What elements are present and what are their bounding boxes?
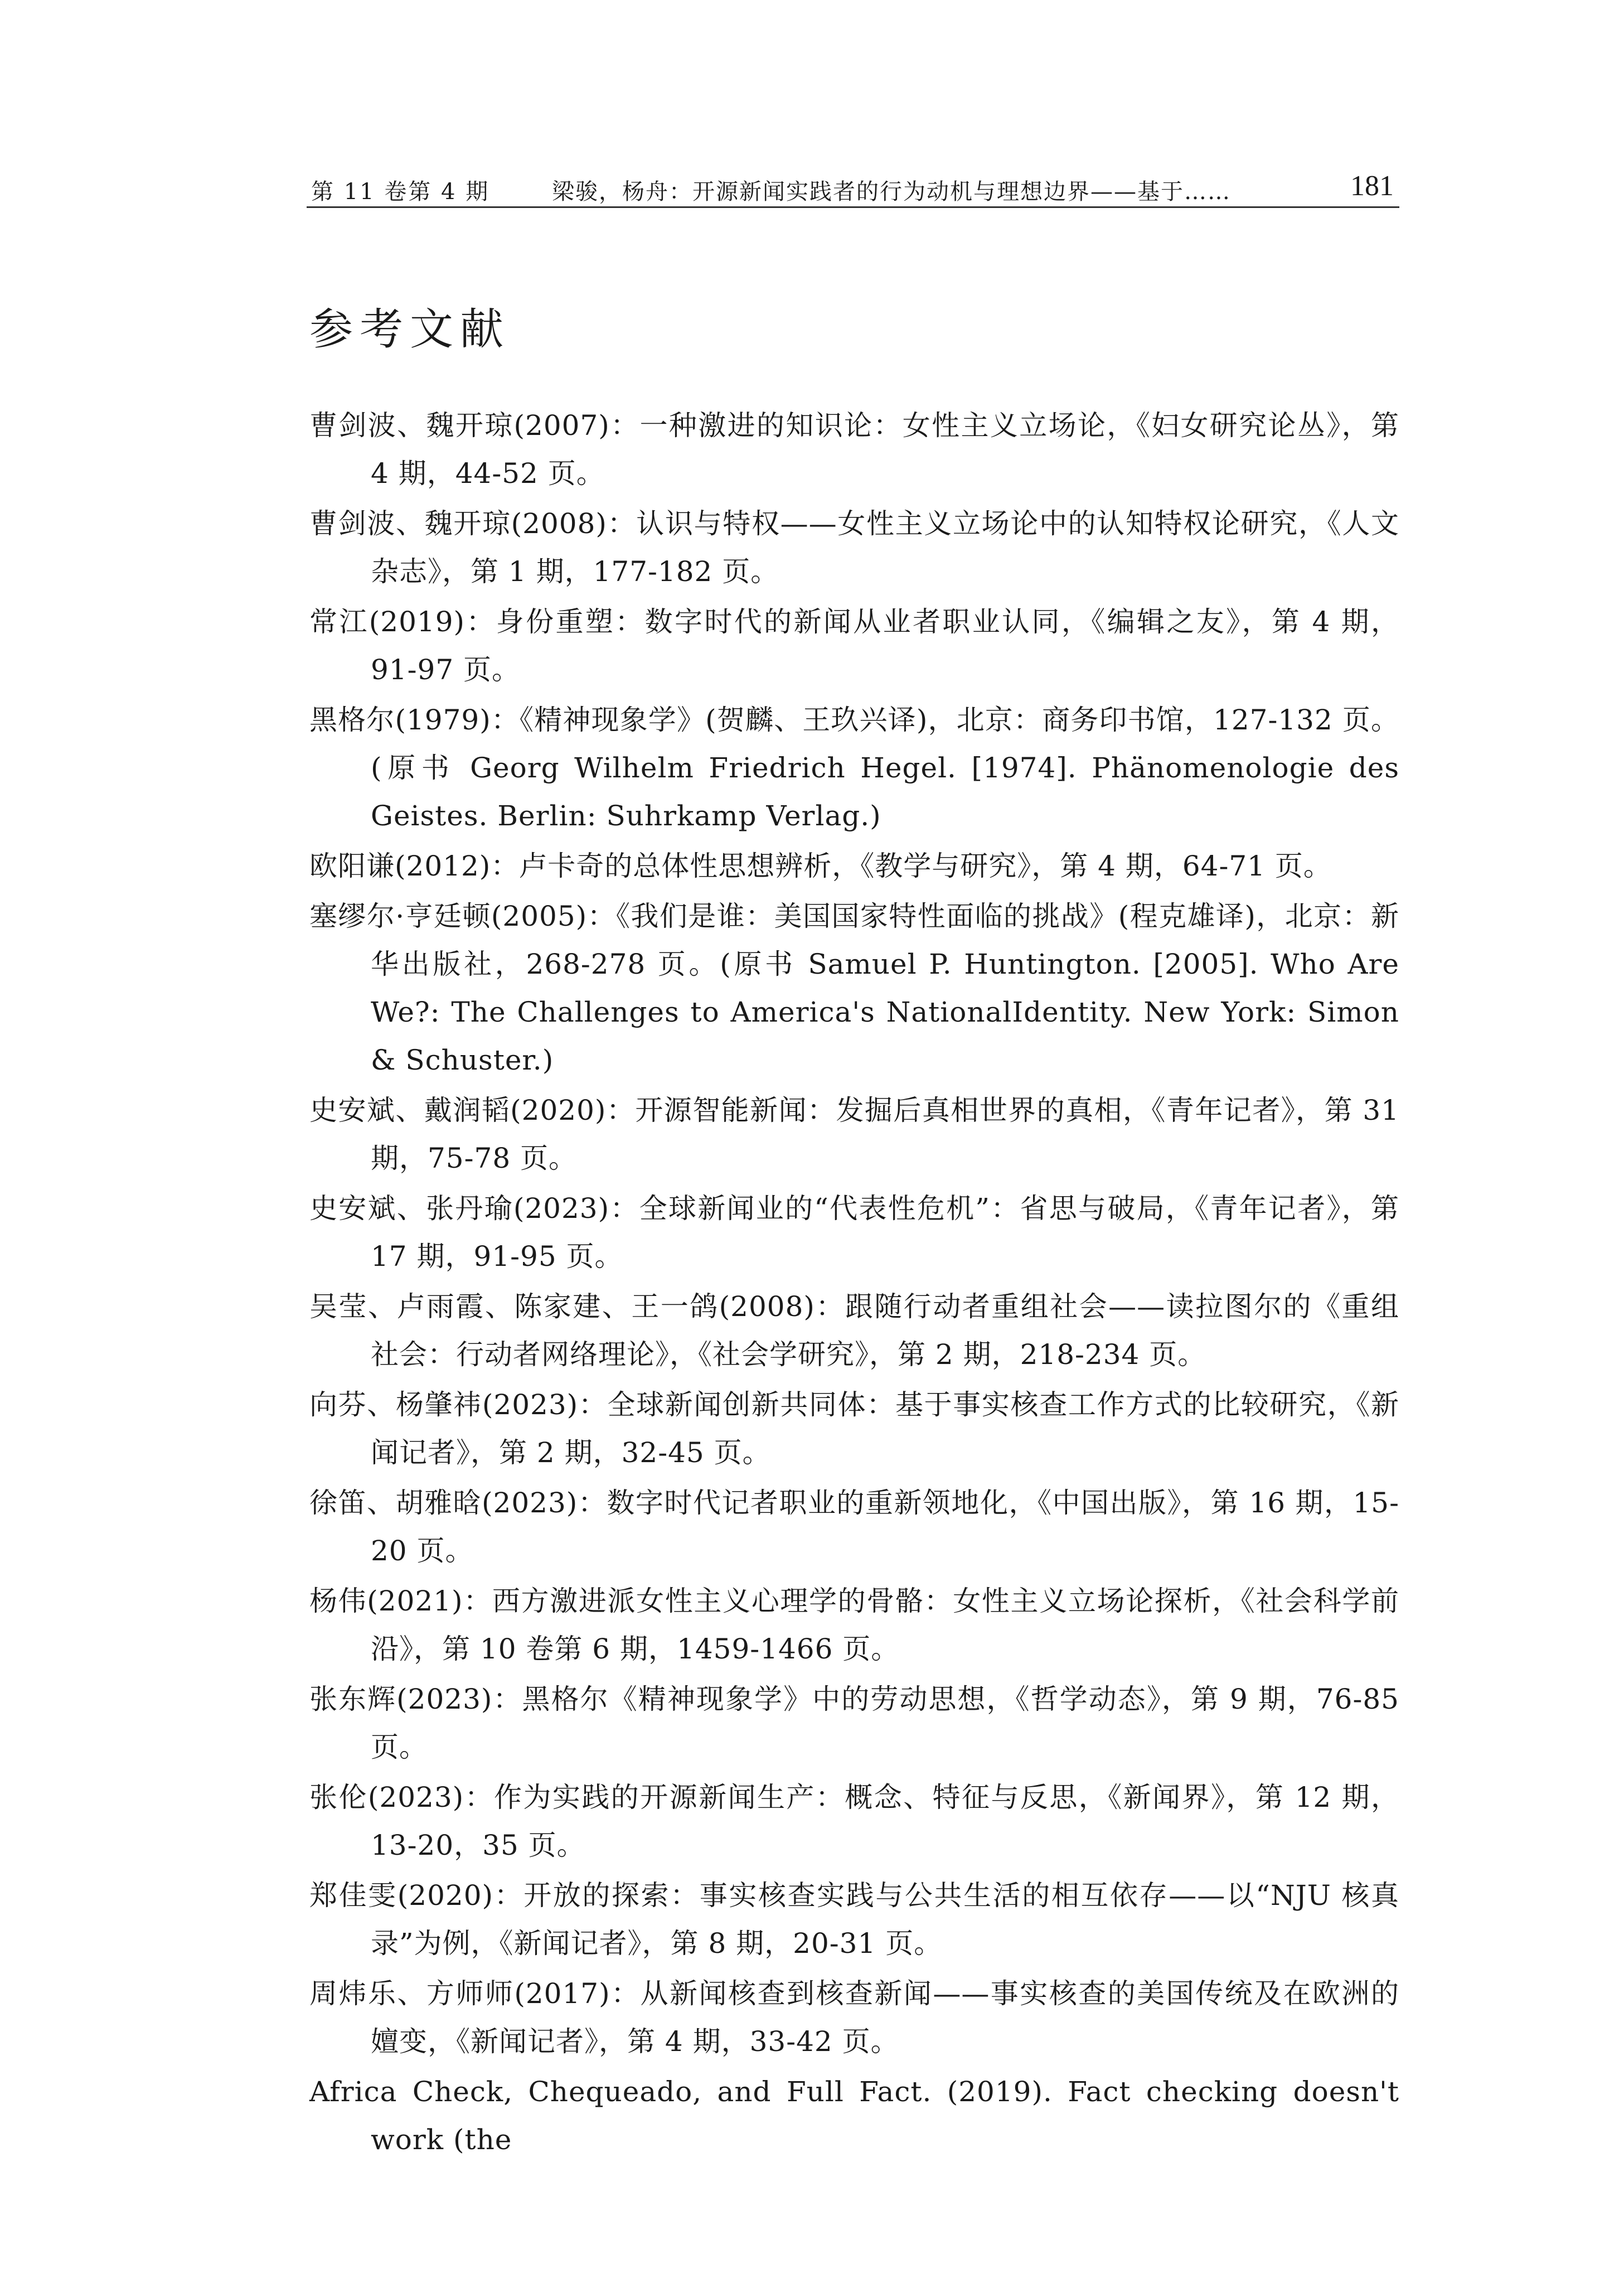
running-header — [307, 172, 1399, 208]
reference-item: 吴莹、卢雨霞、陈家建、王一鸽(2008)：跟随行动者重组社会——读拉图尔的《重组社会：行动者网络理论》，《社会学研究》，第 2 期，218-234 页。 — [309, 1290, 1399, 1371]
reference-item: 张伦(2023)：作为实践的开源新闻生产：概念、特征与反思，《新闻界》，第 12 期，13-20，35 页。 — [309, 1781, 1399, 1861]
reference-item: 欧阳谦(2012)：卢卡奇的总体性思想辨析，《教学与研究》，第 4 期，64-71 页。 — [309, 850, 1332, 882]
running-title: 梁骏，杨舟：开源新闻实践者的行为动机与理想边界——基于…… — [552, 179, 1231, 205]
reference-item: 向芬、杨肇祎(2023)：全球新闻创新共同体：基于事实核查工作方式的比较研究，《新闻记者》，第 2 期，32-45 页。 — [309, 1389, 1399, 1469]
reference-item: 史安斌、戴润韬(2020)：开源智能新闻：发掘后真相世界的真相，《青年记者》，第 31 期，75-78 页。 — [309, 1094, 1399, 1174]
section-title: 参考文献 — [309, 304, 511, 355]
reference-item: 常江(2019)：身份重塑：数字时代的新闻从业者职业认同，《编辑之友》，第 4 期，91-97 页。 — [309, 606, 1399, 686]
reference-list — [309, 402, 1399, 2166]
reference-item: Africa Check, Chequeado, and Full Fact. (2019). Fact checking doesn't work (the — [309, 2076, 1399, 2156]
reference-item: 曹剑波、魏开琼(2008)：认识与特权——女性主义立场论中的认知特权论研究，《人文杂志》，第 1 期，177-182 页。 — [309, 507, 1399, 588]
reference-item: 杨伟(2021)：西方激进派女性主义心理学的骨骼：女性主义立场论探析，《社会科学前沿》，第 10 卷第 6 期，1459-1466 页。 — [309, 1585, 1399, 1665]
reference-item: 塞缪尔·亨廷顿(2005)：《我们是谁：美国国家特性面临的挑战》(程克雄译)，北京：新华出版社，268-278 页。(原书 Samuel P. Huntington. [2005]. Who Are We?: The Challenges to America's NationalIdentity. New York: Simon & Schuster.) — [309, 900, 1399, 1076]
reference-item: 张东辉(2023)：黑格尔《精神现象学》中的劳动思想，《哲学动态》，第 9 期，76-85 页。 — [309, 1683, 1399, 1763]
reference-item: 曹剑波、魏开琼(2007)：一种激进的知识论：女性主义立场论，《妇女研究论丛》，第 4 期，44-52 页。 — [309, 409, 1399, 490]
reference-item: 郑佳雯(2020)：开放的探索：事实核查实践与公共生活的相互依存——以“NJU 核真录”为例，《新闻记者》，第 8 期，20-31 页。 — [309, 1879, 1399, 1960]
reference-item: 徐笛、胡雅晗(2023)：数字时代记者职业的重新领地化，《中国出版》，第 16 期，15-20 页。 — [309, 1487, 1399, 1567]
reference-item: 史安斌、张丹瑜(2023)：全球新闻业的“代表性危机”：省思与破局，《青年记者》，第 17 期，91-95 页。 — [309, 1192, 1399, 1273]
reference-item: 黑格尔(1979)：《精神现象学》(贺麟、王玖兴译)，北京：商务印书馆，127-132 页。(原书 Georg Wilhelm Friedrich Hegel. [1974]. Phänomenologie des Geistes. Berlin: Suhrkamp Verlag.) — [309, 704, 1399, 832]
reference-item: 周炜乐、方师师(2017)：从新闻核查到核查新闻——事实核查的美国传统及在欧洲的嬗变，《新闻记者》，第 4 期，33-42 页。 — [309, 1977, 1399, 2058]
page-number: 181 — [1350, 170, 1394, 202]
journal-volume: 第 11 卷第 4 期 — [311, 179, 490, 205]
